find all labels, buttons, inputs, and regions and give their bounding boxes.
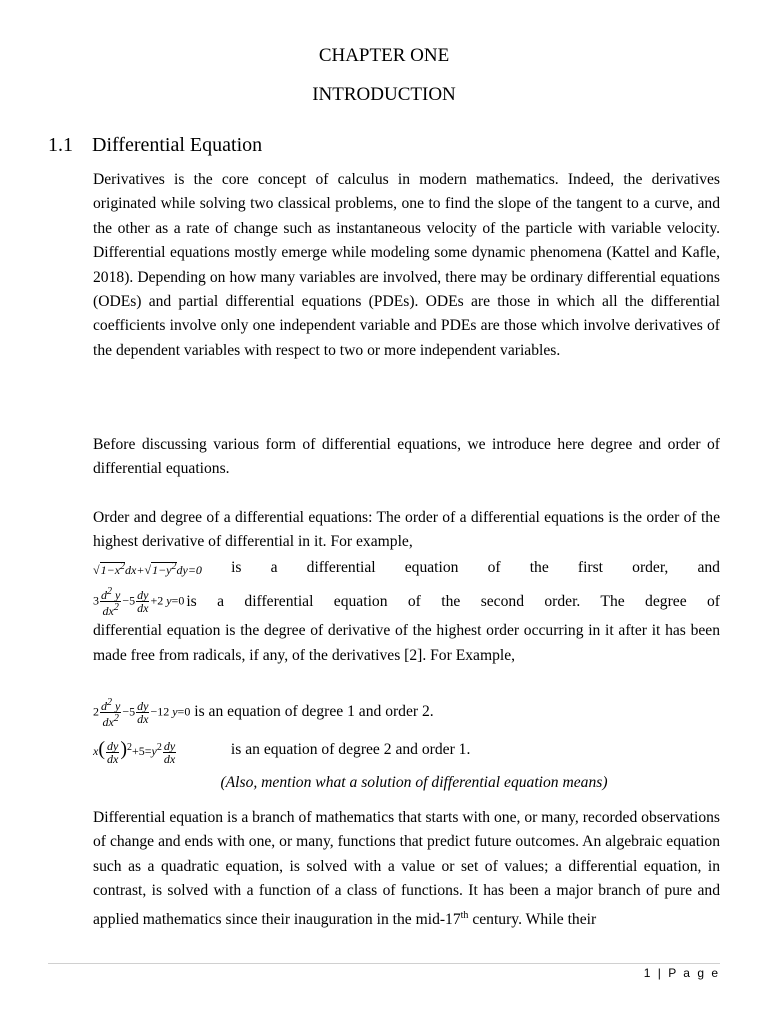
paragraph-3 xyxy=(93,506,720,668)
eq1-word: equation xyxy=(404,559,459,577)
page-number: 1 xyxy=(643,966,653,980)
eq2-text: is a differential equation of the second order. The degree of xyxy=(186,592,720,610)
section-title: Differential Equation xyxy=(92,134,263,156)
eq2-line xyxy=(93,586,720,617)
page-footer xyxy=(644,966,720,980)
paragraph-3-rest: differential equation is the degree of derivative of the highest order occurring in it after it has been made free from radicals, if any, of the derivatives [2]. For Example, xyxy=(93,622,720,664)
page-label: P a g e xyxy=(668,966,720,980)
example-2 xyxy=(93,736,720,765)
paragraph-4-end: century. While their xyxy=(468,910,597,928)
chapter-title: INTRODUCTION xyxy=(312,84,456,105)
instruction-note: (Also, mention what a solution of differential equation means) xyxy=(220,774,608,791)
paragraph-1: Derivatives is the core concept of calculus in modern mathematics. Indeed, the derivatives originated while solving two classical problems, one to find the slope of the tangent to a curve, and the other as a rate of change such as instantaneous velocity of the particle with variable velocity. Differential equations mostly emerge while modeling some dynamic phenomena (Kattel and Kafle, 2018). Depending on how many variables are involved, there may be ordinary differential equations (ODEs) and partial differential equations (PDEs). ODEs are those in which all the differential coefficients involve only one independent variable and PDEs are those which involve derivatives of the dependent variables with respect to two or more independent variables. xyxy=(93,171,720,359)
eq1-word: the xyxy=(529,559,549,577)
eq1-word: a xyxy=(270,559,278,577)
example-1 xyxy=(93,697,720,728)
paragraph-4-main: Differential equation is a branch of mathematics that starts with one, or many, recorded observations of change and ends with one, or many, functions that predict future outcomes. An algebraic equation such as a quadratic equation, is solved with a value or set of values; a differential equation, in contrast, is solved with a function of a class of functions. It has been a major branch of pure and applied mathematics since their inauguration in the mid-17 xyxy=(93,809,720,928)
example-1-text: is an equation of degree 1 and order 2. xyxy=(194,703,434,721)
eq1-word: first xyxy=(577,559,604,577)
footer-separator: | xyxy=(657,966,663,980)
equation-example-1: 2 $\frac{d^2 y}{dx^2}$ −5 $\frac{dy}{dx}$ −12 y=0 xyxy=(93,697,191,729)
equation-second-order: 3 $\frac{d^2 y}{dx^2}$ −5 $\frac{dy}{dx}$ +2 y=0 xyxy=(93,586,185,619)
eq1-word: order, xyxy=(632,559,669,577)
paragraph-4 xyxy=(93,806,720,932)
paragraph-2: Before discussing various form of differential equations, we introduce here degree and order of differential equations. xyxy=(93,436,720,478)
eq1-word: of xyxy=(487,559,501,577)
eq1-word: and xyxy=(697,559,720,577)
eq1-line xyxy=(93,555,720,582)
equation-example-2: x( $\frac{dy}{dx}$ )$^2+5=y^2$ $\frac{dy}{dx}$ xyxy=(93,738,176,766)
paragraph-3-intro: Order and degree of a differential equations: The order of a differential equations is the order of the highest derivative of differential in it. For example, xyxy=(93,509,720,551)
eq1-word: is xyxy=(231,559,242,577)
footer-divider xyxy=(48,963,720,964)
section-number: 1.1 xyxy=(48,134,73,156)
superscript-th: th xyxy=(460,909,469,921)
section-heading xyxy=(48,134,262,157)
example-2-text: is an equation of degree 2 and order 1. xyxy=(230,740,471,758)
eq1-word: differential xyxy=(306,559,376,577)
equation-first-order: $√1-x^2dx+√1-y^2dy=0$ xyxy=(93,560,202,577)
chapter-label: CHAPTER ONE xyxy=(318,45,450,66)
